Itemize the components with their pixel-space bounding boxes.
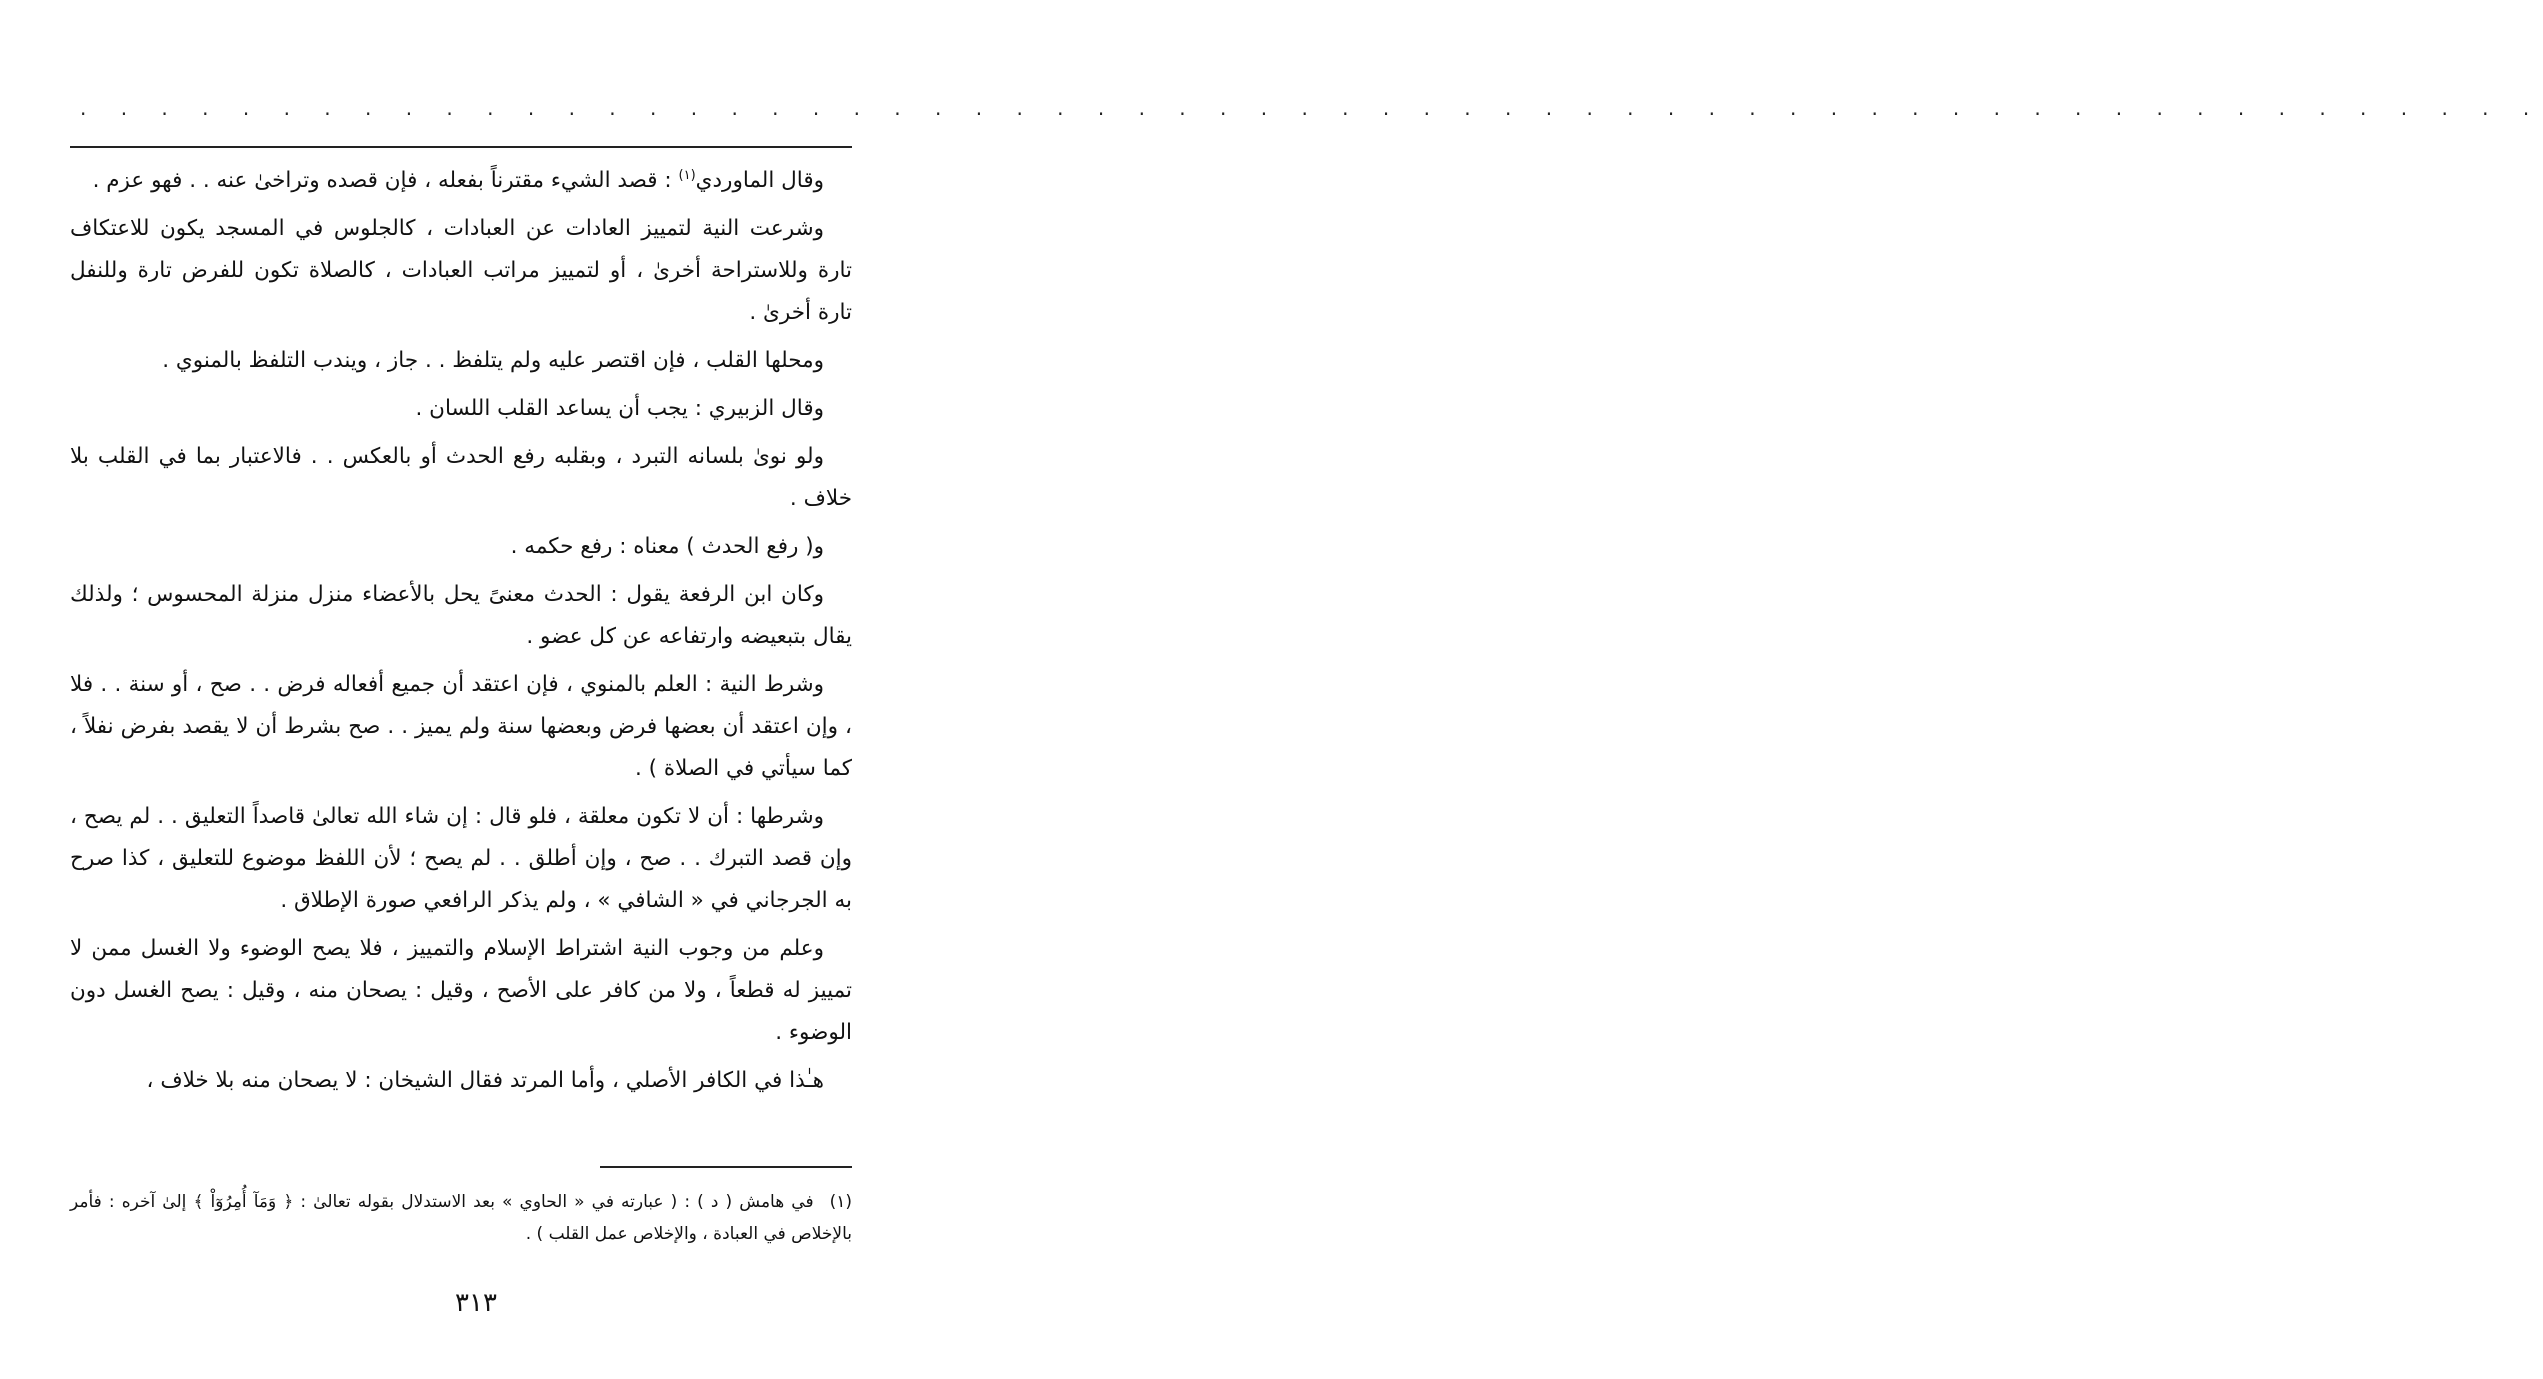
footnote-separator: [600, 1166, 852, 1168]
paragraph-11: هـٰذا في الكافر الأصلي ، وأما المرتد فقال الشيخان : لا يصحان منه بلا خلاف ،: [146, 1068, 824, 1093]
page-number: ٣١٣: [455, 1288, 497, 1318]
header-rule: [70, 146, 852, 148]
paragraph-1-start: وقال الماوردي: [695, 168, 824, 193]
header-dot-leader: . . . . . . . . . . . . . . . . . . . . . . . . . . . . . . . . . . . . . . . . . . . . . . . . . . . . . . . . . . . . .: [80, 96, 2543, 120]
main-text: [70, 160, 852, 1108]
paragraph-4: وقال الزبيري : يجب أن يساعد القلب اللسان .: [415, 396, 824, 421]
paragraph-1: [70, 160, 852, 202]
paragraph-7: وكان ابن الرفعة يقول : الحدث معنىً يحل بالأعضاء منزل منزلة المحسوس ؛ ولذلك يقال بتبعيضه وارتفاعه عن كل عضو .: [70, 582, 852, 649]
paragraph-1-rest: : قصد الشيء مقترناً بفعله ، فإن قصده وتراخىٰ عنه . . فهو عزم .: [92, 168, 679, 193]
footnote-reference[interactable]: (١): [678, 167, 696, 183]
paragraph-10: وعلم من وجوب النية اشتراط الإسلام والتمييز ، فلا يصح الوضوء ولا الغسل ممن لا تمييز له قطعاً ، ولا من كافر على الأصح ، وقيل : يصحان منه ، وقيل : يصح الغسل دون الوضوء .: [70, 936, 852, 1045]
paragraph-9: وشرطها : أن لا تكون معلقة ، فلو قال : إن شاء الله تعالىٰ قاصداً التعليق . . لم يصح ، وإن قصد التبرك . . صح ، وإن أطلق . . لم يصح ؛ لأن اللفظ موضوع للتعليق ، كذا صرح به الجرجاني في « الشافي » ، ولم يذكر الرافعي صورة الإطلاق .: [70, 804, 852, 913]
paragraph-6: و( رفع الحدث ) معناه : رفع حكمه .: [510, 534, 824, 559]
paragraph-3: ومحلها القلب ، فإن اقتصر عليه ولم يتلفظ . . جاز ، ويندب التلفظ بالمنوي .: [162, 348, 824, 373]
footnote-text: في هامش ( د ) : ( عبارته في « الحاوي » بعد الاستدلال بقوله تعالىٰ : ﴿ وَمَآ أُمِرُوٓاْ ﴾ إلىٰ آخره : فأمر بالإخلاص في العبادة ، والإخلاص عمل القلب ) .: [70, 1192, 852, 1244]
paragraph-2: وشرعت النية لتمييز العادات عن العبادات ، كالجلوس في المسجد يكون للاعتكاف تارة وللاستراحة أخرىٰ ، أو لتمييز مراتب العبادات ، كالصلاة تكون للفرض تارة وللنفل تارة أخرىٰ .: [70, 216, 852, 325]
paragraph-8: وشرط النية : العلم بالمنوي ، فإن اعتقد أن جميع أفعاله فرض . . صح ، أو سنة . . فلا ، وإن اعتقد أن بعضها فرض وبعضها سنة ولم يميز . . صح بشرط أن لا يقصد بفرض نفلاً ، كما سيأتي في الصلاة ) .: [70, 672, 852, 781]
footnote: [70, 1186, 852, 1250]
footnote-number: (١): [829, 1192, 852, 1212]
paragraph-5: ولو نوىٰ بلسانه التبرد ، وبقلبه رفع الحدث أو بالعكس . . فالاعتبار بما في القلب بلا خلاف .: [70, 444, 852, 511]
